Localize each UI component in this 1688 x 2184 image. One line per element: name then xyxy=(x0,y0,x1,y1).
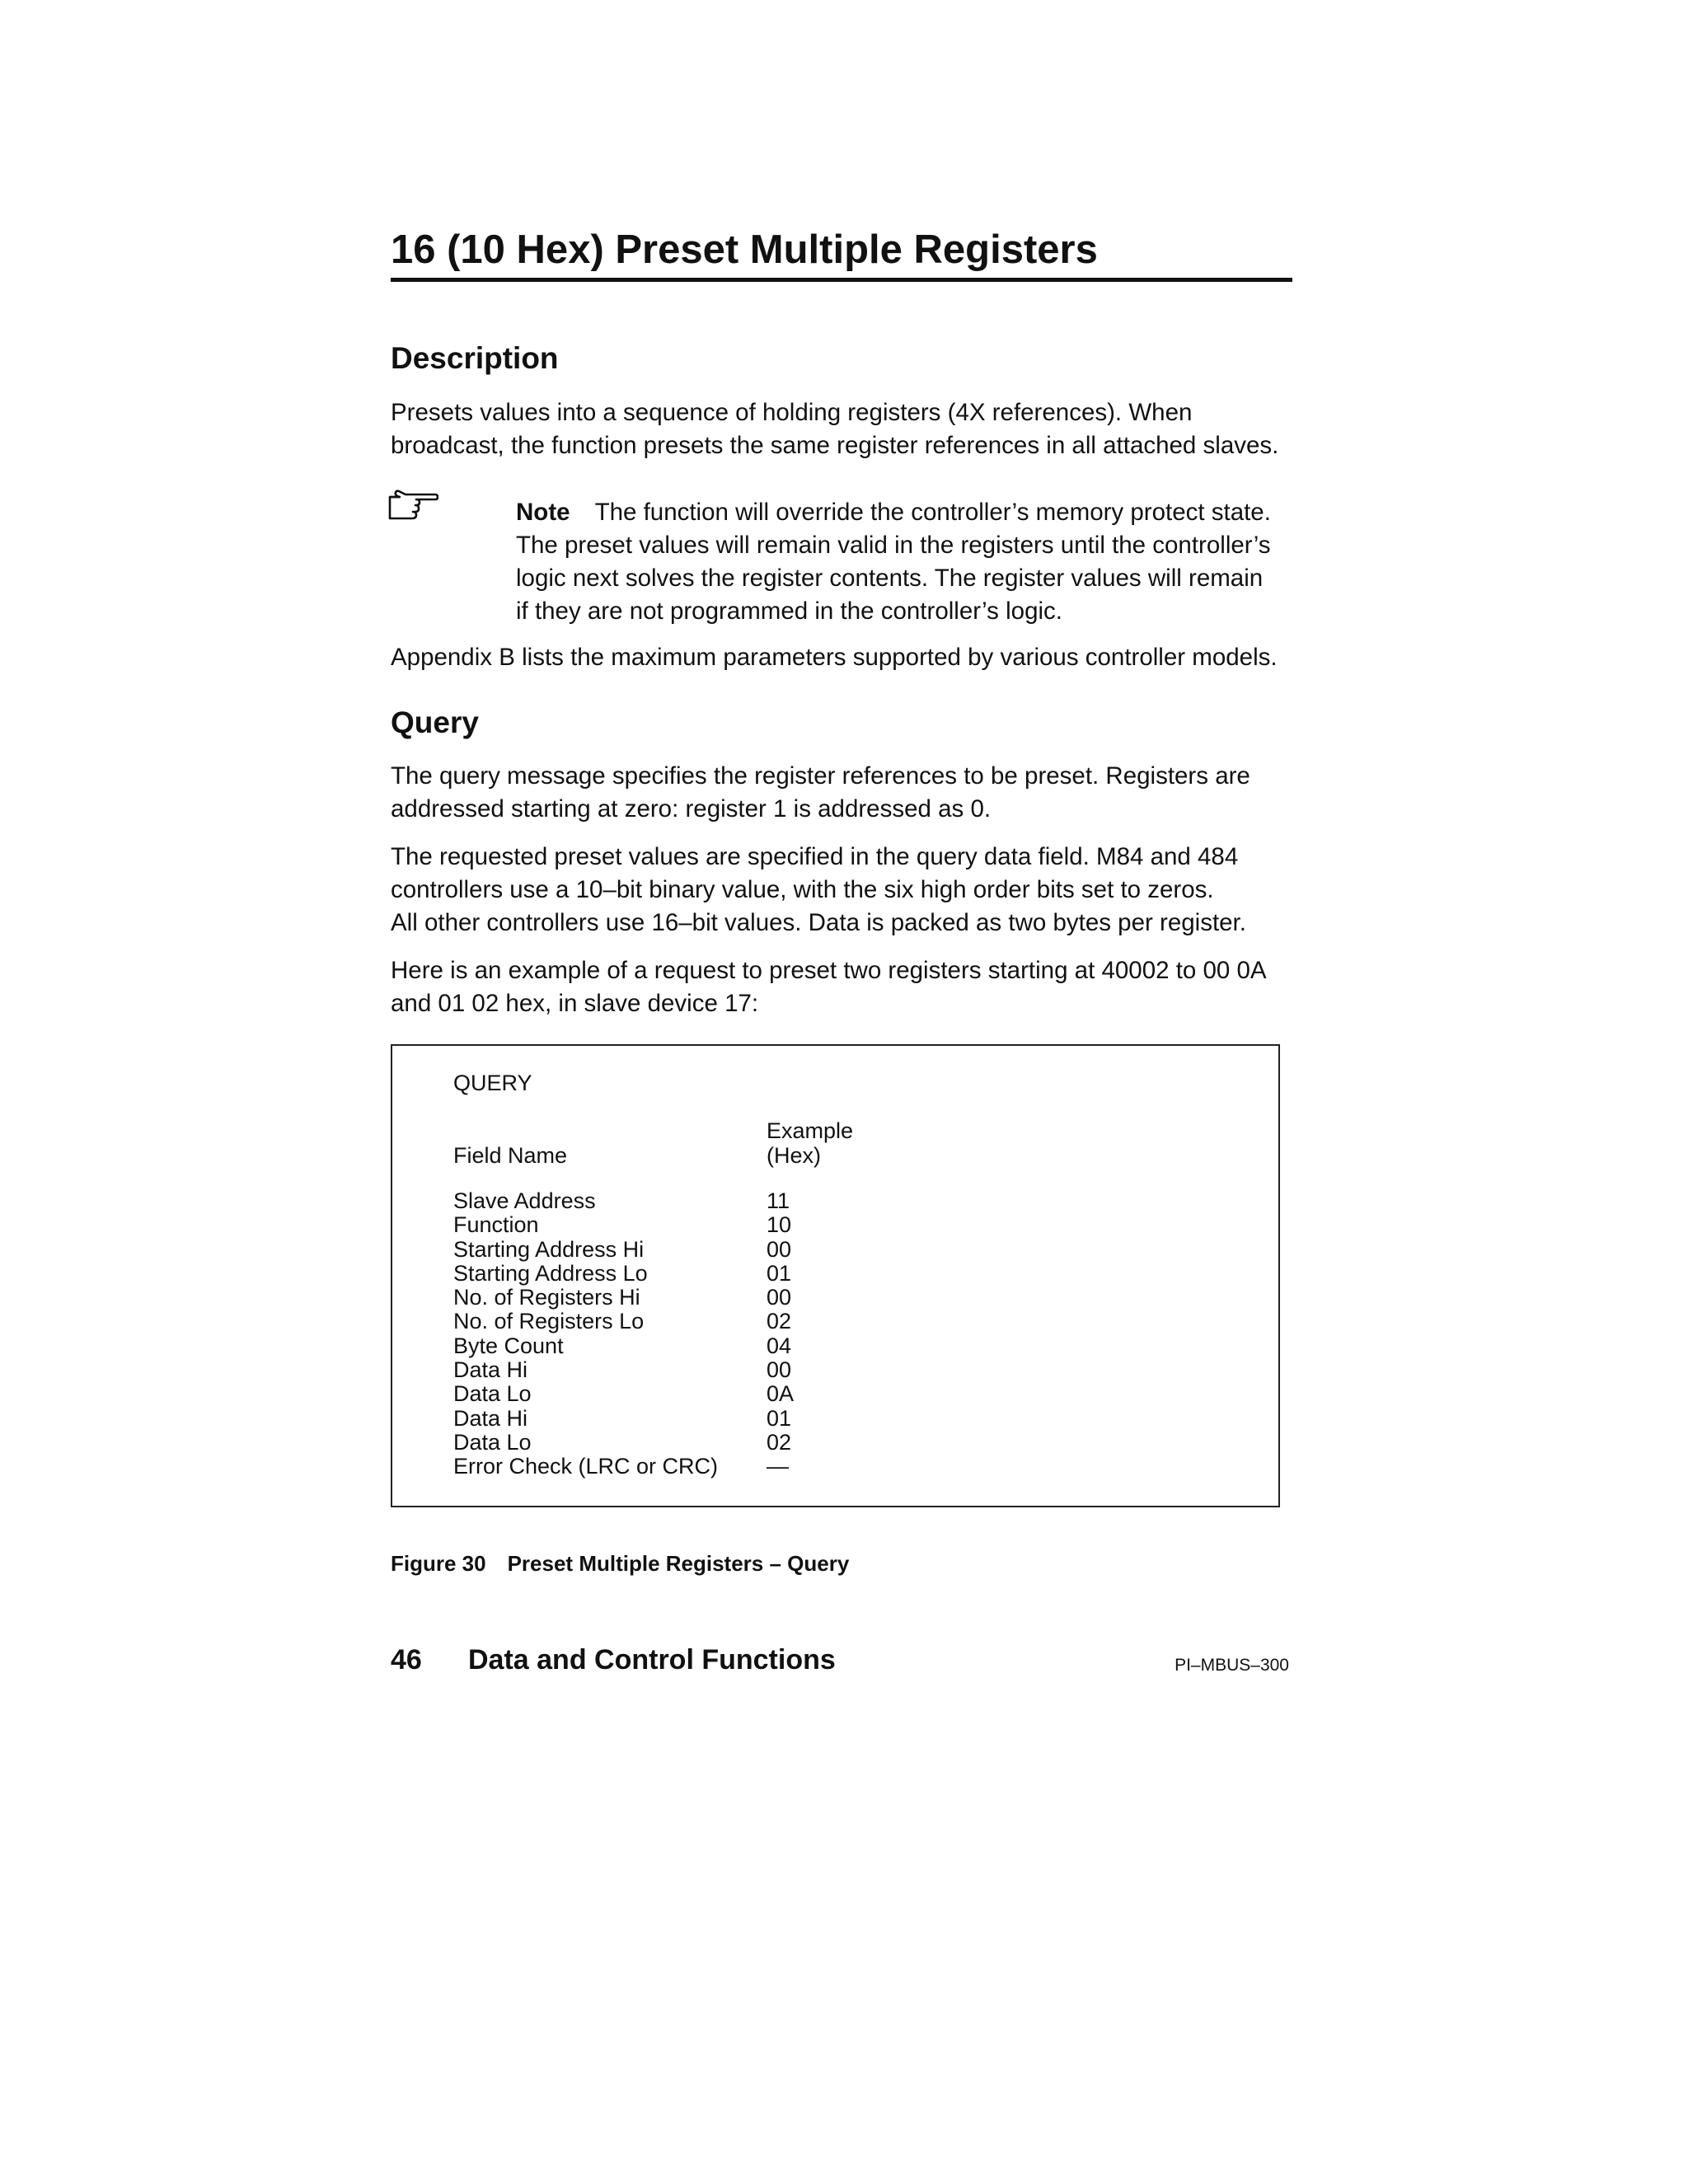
example-hex-header xyxy=(767,1118,853,1168)
query-paragraph-2 xyxy=(391,841,1306,940)
appendix-line: Appendix B lists the maximum parameters supported by various controller models. xyxy=(391,644,1278,671)
field-name-cell: Slave Address xyxy=(453,1188,596,1213)
field-value-cell: 02 xyxy=(767,1429,792,1455)
field-value-cell: 04 xyxy=(767,1333,792,1358)
field-name-cell: Starting Address Hi xyxy=(453,1236,645,1262)
query-paragraph-line: The query message specifies the register references to be preset. Registers are xyxy=(391,762,1250,790)
field-name-cell: No. of Registers Hi xyxy=(453,1285,640,1310)
query-paragraph-line: All other controllers use 16–bit values. Data is packed as two bytes per register. xyxy=(391,909,1246,936)
query-paragraph-line: Here is an example of a request to preset two registers starting at 40002 to 00 0A xyxy=(391,957,1267,984)
query-paragraph-1 xyxy=(391,760,1306,826)
field-value-cell: 10 xyxy=(767,1212,792,1238)
field-value-cell: 00 xyxy=(767,1236,792,1262)
note-block xyxy=(516,496,1307,628)
footer-doc-code: PI–MBUS–300 xyxy=(1175,1656,1289,1675)
note-line: The function will override the controller’s memory protect state. xyxy=(594,499,1271,526)
field-name-header: Field Name xyxy=(453,1143,568,1168)
table-row xyxy=(453,1213,1195,1237)
field-name-cell: Byte Count xyxy=(453,1333,564,1358)
table-row xyxy=(453,1455,1195,1479)
footer-page-number: 46 xyxy=(391,1644,422,1675)
query-paragraph-line: The requested preset values are specified in the query data field. M84 and 484 xyxy=(391,843,1239,870)
field-value-cell: 02 xyxy=(767,1309,792,1334)
query-paragraph-line: addressed starting at zero: register 1 is addressed as 0. xyxy=(391,795,992,823)
table-row xyxy=(453,1238,1195,1262)
field-name-cell: Starting Address Lo xyxy=(453,1260,648,1286)
table-row xyxy=(453,1286,1195,1310)
description-line: broadcast, the function presets the same register references in all attached slaves. xyxy=(391,432,1279,459)
title-underline xyxy=(391,278,1292,282)
description-paragraph xyxy=(391,396,1306,462)
note-line: logic next solves the register contents. The register values will remain xyxy=(516,565,1264,592)
page-title: 16 (10 Hex) Preset Multiple Registers xyxy=(391,227,1098,272)
description-line: Presets values into a sequence of holding registers (4X references). When xyxy=(391,399,1193,426)
field-value-cell: 01 xyxy=(767,1260,792,1286)
field-value-cell: 11 xyxy=(767,1188,790,1213)
table-row xyxy=(453,1431,1195,1455)
query-figure-box xyxy=(391,1044,1280,1507)
field-name-cell: Error Check (LRC or CRC) xyxy=(453,1454,719,1479)
field-value-cell: 01 xyxy=(767,1405,792,1431)
note-line: The preset values will remain valid in the registers until the controller’s xyxy=(516,532,1271,559)
query-paragraph-3 xyxy=(391,954,1306,1020)
query-paragraph-line: controllers use a 10–bit binary value, with the six high order bits set to zeros. xyxy=(391,876,1214,903)
field-value-cell: — xyxy=(767,1454,789,1479)
figure-caption xyxy=(391,1549,849,1577)
field-value-cell: 00 xyxy=(767,1357,792,1383)
pointing-hand-icon xyxy=(387,489,438,522)
table-row xyxy=(453,1382,1195,1406)
figure-caption-number: Figure 30 xyxy=(391,1551,486,1576)
field-name-cell: No. of Registers Lo xyxy=(453,1309,645,1334)
field-name-cell: Data Hi xyxy=(453,1357,528,1383)
table-row xyxy=(453,1189,1195,1213)
hex-header-line: (Hex) xyxy=(767,1143,821,1168)
table-row xyxy=(453,1262,1195,1286)
description-heading: Description xyxy=(391,341,559,375)
figure-box-label: QUERY xyxy=(453,1071,532,1095)
table-row xyxy=(453,1334,1195,1358)
table-row xyxy=(453,1358,1195,1382)
field-rows xyxy=(453,1189,1195,1479)
example-header-line: Example xyxy=(767,1118,854,1143)
query-paragraph-line: and 01 02 hex, in slave device 17: xyxy=(391,990,759,1017)
footer-section-title: Data and Control Functions xyxy=(468,1644,836,1675)
query-heading: Query xyxy=(391,705,479,739)
field-name-cell: Data Lo xyxy=(453,1381,532,1407)
note-label: Note xyxy=(516,499,570,526)
field-value-cell: 0A xyxy=(767,1381,795,1407)
field-name-cell: Data Lo xyxy=(453,1429,532,1455)
field-name-cell: Function xyxy=(453,1212,539,1238)
field-name-cell: Data Hi xyxy=(453,1405,528,1431)
appendix-paragraph xyxy=(391,641,1306,674)
table-row xyxy=(453,1310,1195,1333)
field-value-cell: 00 xyxy=(767,1285,792,1310)
figure-caption-text: Preset Multiple Registers – Query xyxy=(507,1551,850,1576)
table-row xyxy=(453,1407,1195,1431)
note-line: if they are not programmed in the controller’s logic. xyxy=(516,598,1062,625)
